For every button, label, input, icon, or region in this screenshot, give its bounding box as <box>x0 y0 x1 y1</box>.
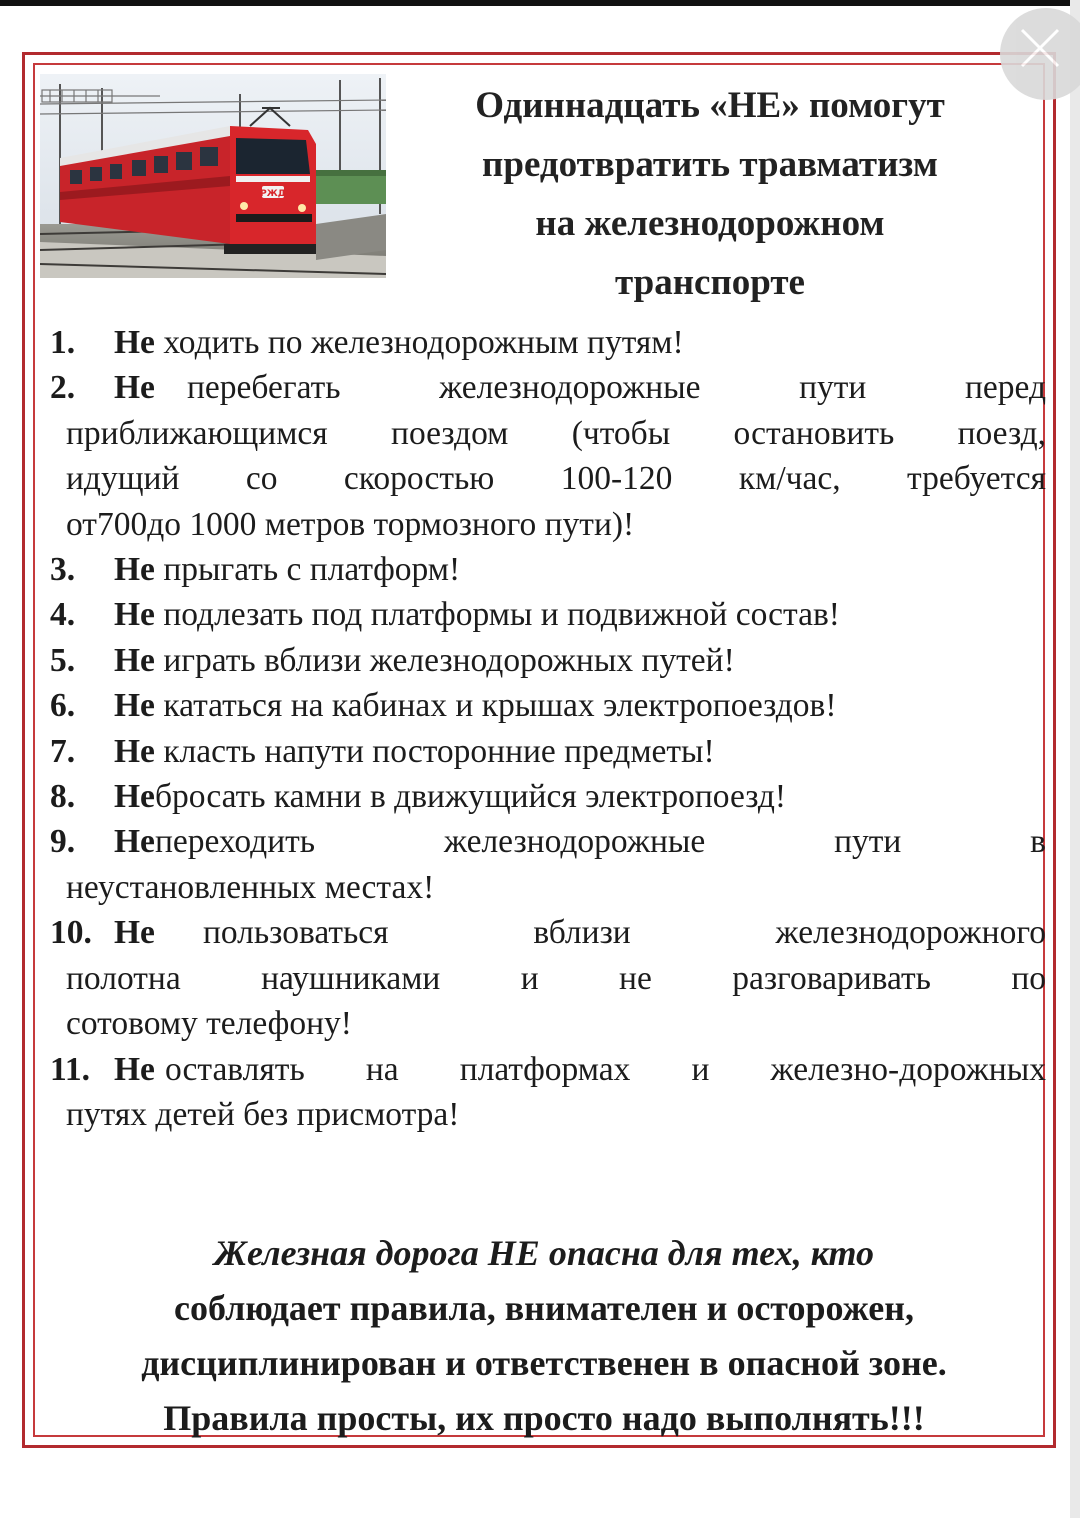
rule-text: перебегать железнодорожные пути перед <box>186 369 1046 407</box>
rule-text: от700до 1000 метров тормозного пути)! <box>66 505 635 543</box>
list-item <box>50 910 1046 1046</box>
list-item <box>50 638 1046 683</box>
rule-ne: Не <box>114 551 155 589</box>
rule-text: полотна наушниками и не разговаривать по <box>66 959 1046 997</box>
rule-number: 2. <box>50 369 76 407</box>
rule-ne: Не <box>114 823 155 861</box>
list-item <box>50 1047 1046 1138</box>
rule-number: 11. <box>50 1050 91 1088</box>
list-item <box>50 819 1046 910</box>
train-photo <box>40 74 386 278</box>
footer-line: дисциплинирован и ответственен в опасной зоне. <box>141 1343 947 1383</box>
rule-text: класть напути посторонние предметы! <box>163 732 715 770</box>
rule-text: неустановленных местах! <box>66 868 435 906</box>
top-bar <box>0 0 1080 6</box>
rule-number: 10. <box>50 914 92 952</box>
rule-number: 3. <box>50 551 76 589</box>
list-item <box>50 592 1046 637</box>
rule-text: переходить железнодорожные пути в <box>154 823 1046 861</box>
rule-text: прыгать с платформ! <box>163 551 461 589</box>
rule-number: 1. <box>50 324 76 361</box>
list-item <box>50 683 1046 728</box>
rule-text: бросать камни в движущийся электропоезд! <box>154 778 787 816</box>
rule-ne: Не <box>114 641 155 679</box>
list-item <box>50 774 1046 819</box>
scroll-edge <box>1070 0 1080 1518</box>
close-icon <box>1014 22 1066 74</box>
rule-ne: Не <box>114 369 155 407</box>
list-item <box>50 729 1046 774</box>
list-item <box>50 547 1046 592</box>
list-item <box>50 365 1046 547</box>
footer-line: соблюдает правила, внимателен и осторожен, <box>173 1288 914 1328</box>
rule-ne: Не <box>114 732 155 770</box>
rule-text: подлезать под платформы и подвижной состав! <box>163 596 840 634</box>
rule-text: приближающимся поездом (чтобы остановить поезд, <box>66 414 1046 452</box>
rule-text: кататься на кабинах и крышах электропоездов! <box>163 687 837 725</box>
rule-number: 4. <box>50 596 76 634</box>
rules-list <box>50 320 1046 1137</box>
rule-ne: Не <box>114 596 155 634</box>
rule-ne: Не <box>114 778 155 816</box>
rule-text: играть вблизи железнодорожных путей! <box>163 641 735 679</box>
rule-text: сотовому телефону! <box>66 1005 352 1043</box>
rule-ne: Не <box>114 687 155 725</box>
footer-slogan <box>34 1226 1054 1446</box>
rule-text: путях детей без присмотра! <box>66 1095 460 1133</box>
footer-line: Правила просты, их просто надо выполнять!!! <box>163 1398 925 1438</box>
rule-ne: Не <box>114 1050 155 1088</box>
title-line: предотвратить травматизм <box>482 144 938 185</box>
rule-text: пользоваться вблизи железнодорожного <box>202 914 1046 952</box>
rule-number: 5. <box>50 641 76 679</box>
rule-text: идущий со скоростью 100-120 км/час, требуется <box>66 460 1046 498</box>
title-line: транспорте <box>615 262 805 303</box>
rule-ne: Не <box>114 914 155 952</box>
title-line: Одиннадцать «НЕ» помогут <box>475 85 945 126</box>
title-line: на железнодорожном <box>535 203 885 244</box>
rule-number: 9. <box>50 823 76 861</box>
rule-number: 8. <box>50 778 76 816</box>
rule-number: 7. <box>50 732 76 770</box>
footer-line: Железная дорога НЕ опасна для тех, кто <box>213 1233 875 1273</box>
rule-number: 6. <box>50 687 76 725</box>
rule-text: ходить по железнодорожным путям! <box>163 324 684 361</box>
list-item <box>50 320 1046 365</box>
svg-text:РЖД: РЖД <box>260 189 286 199</box>
train-illustration <box>40 74 386 278</box>
poster-title <box>410 76 1010 312</box>
rule-text: оставлять на платформах и железно-дорожных <box>164 1050 1046 1088</box>
rule-ne: Не <box>114 324 155 361</box>
